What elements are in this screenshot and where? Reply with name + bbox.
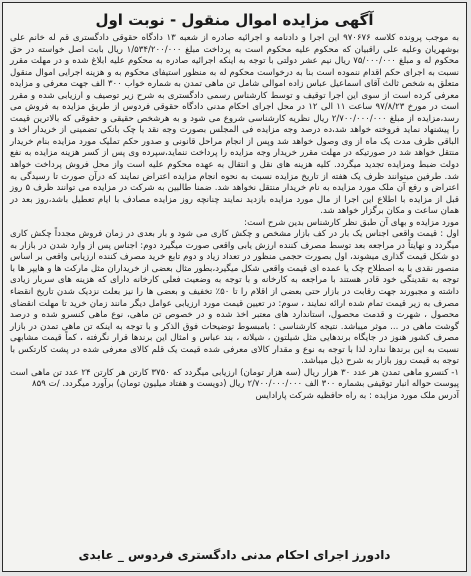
notice-title: آگهی مزایده اموال منقول - نوبت اول: [95, 11, 374, 29]
notice-signature: دادورز اجرای احکام مدنی دادگستری فردوس _ عابدی: [78, 548, 391, 562]
notice-body: [10, 33, 459, 403]
auction-notice: [2, 2, 467, 572]
notice-paragraph: اول : قیمت واقعی اجناس یک بار در کف بازار مشخص و چکش کاری می شود و بار بعدی در زمان فروش مجدداً چکش کاری میگردد و نهایتاً در مراجعه بعد توسط مصرف کننده ارزش یابی واقعی صورت میگیرد دوم: اجناس پس از وارد شدن در بازار به دو شکل قیمت گذاری میشوند، اول بصورت حجمی منظور در تعداد زیاد و دوم تابع خرید مصرف کننده ارزیابی واقعی بر اساس منصور نقدی با به اصطلاح چک یا عمده ای قیمت واقعی شکل میگیرد،بطور مثال بعضی از خریداران مثل مارکت ها و هایپر ها با توجه به نقدینگی خود قادر هستند با مراجعه به کارخانه و با توجه به وضعیت فعلی کارخانه دارای که هزینه های سربار زیادی داشته و مجبورند جهت رقابت در بازار حتی بعضی از اقلام را تا ۵۰٪ تخفیف و بعضی ها را نیز بعلت نزدیک شدن تاریخ انقضاء مصرف به زیر قیمت تمام شده ارائه نمایند ، سوم: در تعیین قیمت مورد ارزیابی عوامل دیگر مانند زمان خرید تا مهلت انقضای محصول ، شهرت و قدمت محصول، استاندارد های معتبر اخذ شده و در خصوص تن ماهی، نوع ماهی کنسرو شده و درصد گوشت ماهی در ... موثر میباشد. نتیجه کارشناسی : بامبسوط توضیحات فوق الذکر و با توجه به اینکه تن ماهی تمدن در بازار مصرف کشور هنوز در جایگاه برندهایی مثل شیلتون ، شیلانه ، بند عباس و امثال این برندها قرار نگرفته ، کماً قیمت مشابهی نسبت به این برندها ندارد لذا با توجه به نوع و مقدار کالای معرفی شده قیمت یک قلم کالای معرفی شده در پشت کارتکس با توجه به قیمت روز بازار به شرح ذیل میباشد.: [10, 229, 459, 367]
notice-paragraph: به موجب پرونده کلاسه ۹۷۰۶۷۶ این اجرا و دادنامه و اجرائیه صادره از شعبه ۱۳ دادگاه حقوقی دادگستری قم له خانم علی بوشهریان وعلیه علی راقبیان که محکوم علیه محکوم است به پرداخت مبلغ ۱/۵۳۴/۲۰۰/۰۰۰ ریال بابت اصل خواسته در حق محکوم له و مبلغ ۷۵/۰۰۰/۰۰۰ ریال نیم عشر دولتی با توجه به اینکه اجرائیه صادره به محکوم علیه ابلاغ شده و در مهلت مقرر نسبت به اجرای حکم اقدام ننموده است بنا به درخواست محکوم له به منظور استیفای محکوم به و هزینه اجرایی اموال منقول متعلق به شخص ثالث آقای اسماعیل عباس زاده اموالی شامل تن ماهی تمدن به شماره خواب ۳۰۰ الف جهت معرفی و مزایده معرفی کرده است از سوی این اجرا توقیف و توسط کارشناس رسمی دادگستری به شرح زیر توصیف و ارزیابی شده و مقرر است در مورخ ۹۷/۸/۲۳ ساعت ۱۱ الی ۱۲ در محل اجرای احکام مدنی دادگاه حقوقی فردوس از طریق مزایده به فروش می رسد،مزایده از مبلغ ۲/۷۰۰/۰۰۰/۰۰۰ ریال نظریه کارشناسی شروع می شود و به هرشخص حقیقی و حقوقی که بالاترین قیمت را پیشنهاد نماید فروخته خواهد شد،ده درصد وجه مزایده فی المجلس بصورت وجه نقد یا چک بانکی تضمینی از خریدار اخذ و الباقی ظرف مدت یک ماه از وی وصول خواهد شد وپس از انجام مراحل قانونی و صدور حکم تملیک مورد مزایده بنام خریدار منتقل خواهد شد در صورتیکه در مهلت مقرر خریدار وجه مزایده را پرداخت ننماید،سپرده وی پس از کسر هزینه مزایده به نفع دولت ضبط ومزایده تجدید میگردد. کلیه هزینه های نقل و انتقال به عهده محکوم علیه است واز محل فروش پرداخت خواهد شد. طرفین میتوانند ظرف یک هفته از تاریخ مزایده نسبت به نحوه انجام مزایده اعتراض نمایند که درآن صورت تا رسیدگی به اعتراض و رفع آن ملک مورد مزایده به نام خریدار منتقل نخواهد شد. ضمنا طالبین به شرکت در مزایده می توانند ظرف ۵ روز قبل از مزایده با اطلاع این اجرا از مال مورد مزایده بازدید نمایند چنانچه روز مزایده مصادف با ایام تعطیل باشد،روز بعد در همان ساعت و مکان برگزار خواهد شد.: [10, 33, 460, 217]
notice-paragraph: مورد مزایده و بهای آن طبق نظر کارشناس بدین شرح است:: [244, 217, 459, 228]
notice-paragraph: آدرس ملک مورد مزایده : به راه حافظیه شرکت پارادایس: [255, 390, 459, 401]
notice-paragraph: ۱- کنسرو ماهی تمدن هر عدد ۳۰ هزار ریال (سه هزار تومان) ارزیابی میگردد که ۳۷۵۰ کارتن هر کارتن ۲۴ عدد تن ماهی است پیوست حواله انبار توقیفی بشماره ۳۰۰ الف ۲/۷۰۰/۰۰۰/۰۰۰ ریال (دویست و هفتاد میلیون تومان) برآورد میگردد. /ت ۸۵۹: [10, 367, 460, 390]
